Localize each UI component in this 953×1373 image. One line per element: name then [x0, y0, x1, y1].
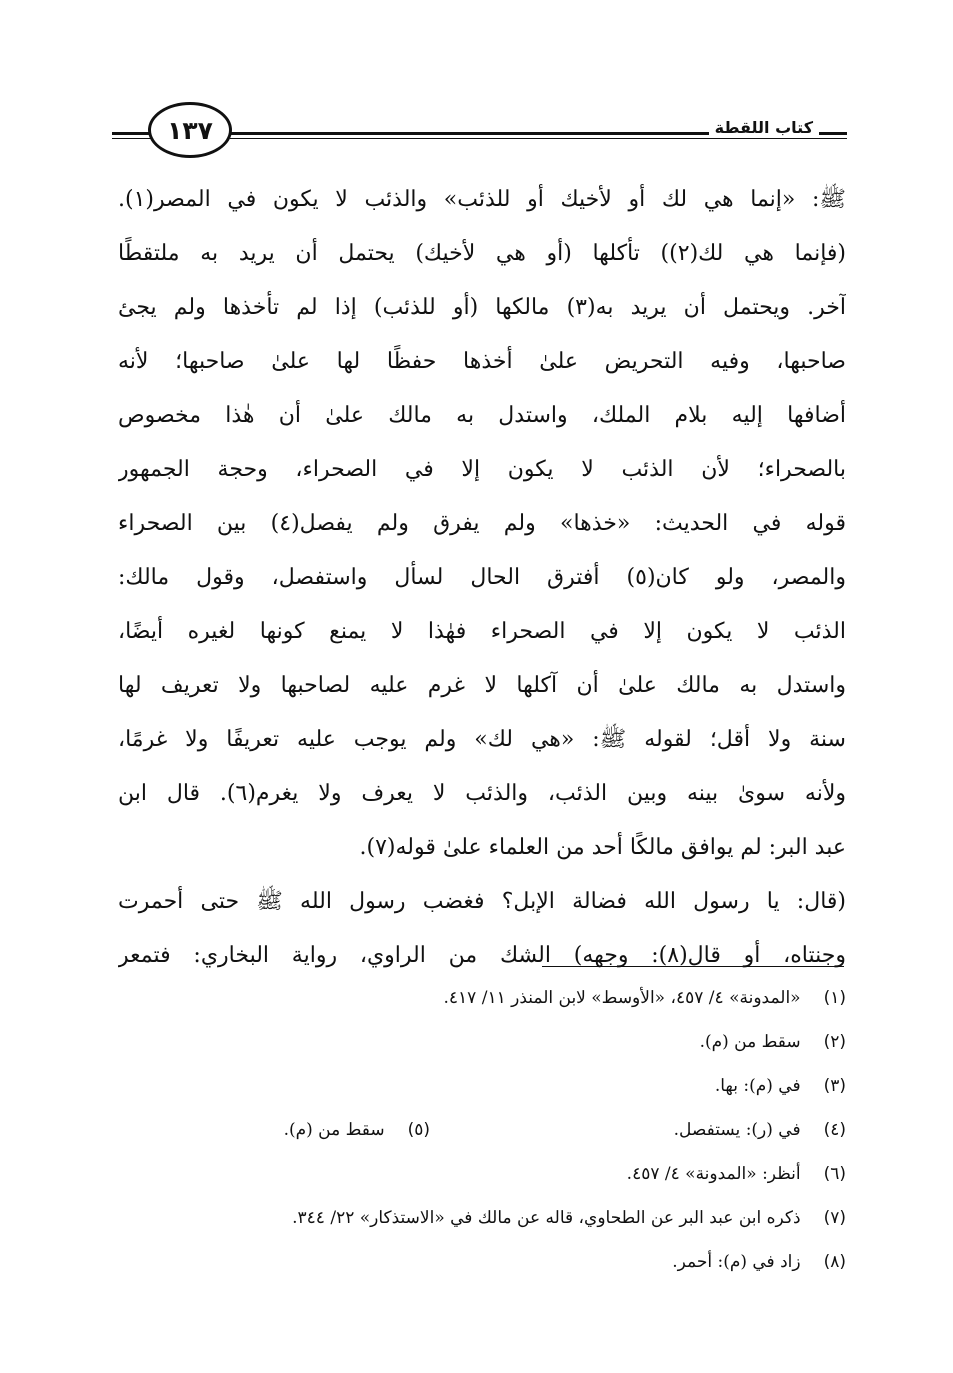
footnote-number: (٥) — [407, 1120, 430, 1140]
header-rule-main-thin — [230, 138, 847, 139]
text-line: وجنتاه، أو قال(٨): وجهه) الشك من الراوي، رواية البخاري: فتمعر — [118, 943, 846, 968]
footnote-text: سقط من (م). — [283, 1120, 385, 1140]
footnote — [150, 1020, 846, 1064]
footnote-text: «المدونة» ٤/ ٤٥٧، «الأوسط» لابن المنذر ١١/ ٤١٧. — [443, 988, 801, 1008]
text-line: (فإنما هي لك(٢)) تأكلها (أو هي لأخيك) يحتمل أن يريد به ملتقطًا — [118, 241, 846, 266]
footnote-number: (٢) — [823, 1032, 846, 1052]
text-line: ﷺ: «إنما هي لك أو لأخيك أو للذئب» والذئب لا يكون في المصر(١). — [118, 187, 846, 212]
text-line: صاحبها، وفيه التحريض علىٰ أخذها حفظًا لها علىٰ صاحبها؛ لأنه — [118, 349, 846, 374]
footnote — [150, 976, 846, 1020]
text-line: أضافها إليه بلام الملك، واستدل به مالك علىٰ أن هٰذا مخصوص — [118, 403, 846, 428]
text-line: واستدل به مالك علىٰ أن آكلها لا غرم عليه لصاحبها ولا تعريف لها — [118, 673, 846, 698]
page-header — [112, 100, 847, 164]
footnote-text: زاد في (م): أحمر. — [672, 1252, 801, 1272]
running-title: كتاب اللقطة — [709, 118, 819, 137]
footnote-separator — [542, 966, 844, 967]
footnote-number: (٣) — [823, 1076, 846, 1096]
footnote-number: (٧) — [823, 1208, 846, 1228]
footnote — [150, 1240, 846, 1284]
header-rule-left-thin — [112, 138, 152, 139]
text-line: ولأنه سوىٰ بينه وبين الذئب، والذئب لا يعرف ولا يغرم(٦). قال ابن — [118, 781, 846, 806]
footnote-number: (٤) — [823, 1120, 846, 1140]
text-line: قوله في الحديث: «خذها» ولم يفرق ولم يفصل(٤) بين الصحراء — [118, 511, 846, 536]
footnote-text: في (ر): يستفصل. — [673, 1120, 801, 1140]
main-text — [118, 176, 846, 986]
footnote-inline — [284, 1108, 430, 1152]
footnote-text: في (م): بها. — [714, 1076, 801, 1096]
footnote — [150, 1152, 846, 1196]
footnotes — [150, 976, 846, 1284]
footnote — [150, 1108, 846, 1152]
footnote-number: (٦) — [823, 1164, 846, 1184]
footnote — [150, 1196, 846, 1240]
text-line: الذئب لا يكون إلا في الصحراء فهٰذا لا يمنع كونها لغيره أيضًا، — [118, 619, 846, 644]
page-number: ١٣٧ — [148, 102, 232, 158]
text-line: عبد البر: لم يوافق مالكًا أحد من العلماء علىٰ قوله(٧). — [359, 835, 846, 860]
footnote-number: (١) — [823, 988, 846, 1008]
footnote — [150, 1064, 846, 1108]
footnote-text: ذكره ابن عبد البر عن الطحاوي، قاله عن مالك في «الاستذكار» ٢٢/ ٣٤٤. — [292, 1208, 801, 1228]
footnote-text: أنظر: «المدونة» ٤/ ٤٥٧. — [626, 1164, 801, 1184]
header-rule-left — [112, 132, 152, 135]
text-line: بالصحراء؛ لأن الذئب لا يكون إلا في الصحراء، وحجة الجمهور — [118, 457, 846, 482]
footnote-text: سقط من (م). — [699, 1032, 801, 1052]
text-line: سنة ولا أقل؛ لقوله ﷺ: «هي لك» ولم يوجب عليه تعريفًا ولا غرمًا، — [118, 727, 846, 752]
text-line: والمصر، ولو كان(٥) أفترق الحال لسأل واستفصل، وقول مالك: — [118, 565, 846, 590]
footnote-number: (٨) — [823, 1252, 846, 1272]
text-line: (قال: يا رسول الله فضالة الإبل؟ فغضب رسول الله ﷺ حتى أحمرت — [118, 889, 846, 914]
text-line: آخر. ويحتمل أن يريد به(٣) مالكها (أو للذئب) إذا لم تأخذها ولم يجئ — [118, 295, 846, 320]
